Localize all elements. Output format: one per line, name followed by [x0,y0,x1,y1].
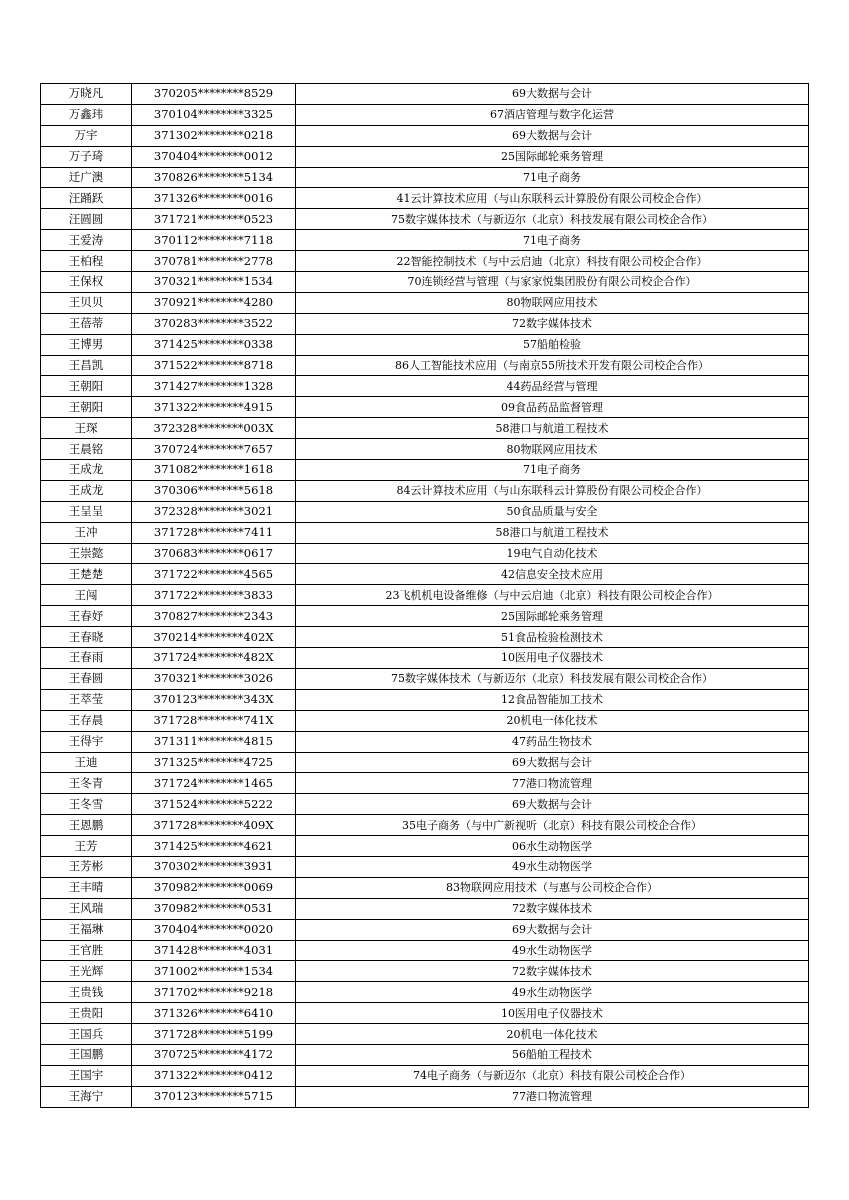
name-cell: 王崇懿 [41,543,132,564]
id-number-cell: 371728********741X [132,710,296,731]
table-row [41,668,809,689]
table-row [41,1024,809,1045]
name-cell: 王官胜 [41,940,132,961]
major-cell: 09食品药品监督管理 [296,397,809,418]
major-cell: 50食品质量与安全 [296,501,809,522]
major-cell: 58港口与航道工程技术 [296,418,809,439]
table-row [41,856,809,877]
name-cell: 王存晨 [41,710,132,731]
major-cell: 47药品生物技术 [296,731,809,752]
name-cell: 王恩鹏 [41,815,132,836]
table-row [41,355,809,376]
id-number-cell: 371728********7411 [132,522,296,543]
name-cell: 万晓凡 [41,84,132,105]
name-cell: 汪踊跃 [41,188,132,209]
id-number-cell: 370321********1534 [132,272,296,293]
major-cell: 77港口物流管理 [296,773,809,794]
name-cell: 王得宇 [41,731,132,752]
table-row [41,982,809,1003]
name-cell: 王丰晴 [41,877,132,898]
table-row [41,272,809,293]
major-cell: 25国际邮轮乘务管理 [296,606,809,627]
major-cell: 44药品经营与管理 [296,376,809,397]
major-cell: 20机电一体化技术 [296,1024,809,1045]
name-cell: 王贝贝 [41,292,132,313]
table-row [41,689,809,710]
name-cell: 王冬雪 [41,794,132,815]
major-cell: 49水生动物医学 [296,856,809,877]
id-number-cell: 370404********0012 [132,146,296,167]
major-cell: 70连锁经营与管理（与家家悦集团股份有限公司校企合作） [296,272,809,293]
table-row [41,418,809,439]
student-list-table [40,83,809,1108]
id-number-cell: 371722********3833 [132,585,296,606]
major-cell: 25国际邮轮乘务管理 [296,146,809,167]
name-cell: 王保权 [41,272,132,293]
major-cell: 10医用电子仪器技术 [296,648,809,669]
table-row [41,648,809,669]
table-row [41,522,809,543]
name-cell: 王春晓 [41,627,132,648]
id-number-cell: 370827********2343 [132,606,296,627]
table-row [41,104,809,125]
id-number-cell: 370921********4280 [132,292,296,313]
table-row [41,439,809,460]
major-cell: 49水生动物医学 [296,982,809,1003]
id-number-cell: 371425********0338 [132,334,296,355]
table-row [41,1086,809,1107]
name-cell: 王风瑞 [41,898,132,919]
id-number-cell: 371702********9218 [132,982,296,1003]
table-body [41,84,809,1108]
table-row [41,188,809,209]
table-row [41,1003,809,1024]
id-number-cell: 371722********4565 [132,564,296,585]
name-cell: 王贵阳 [41,1003,132,1024]
major-cell: 23飞机机电设备维修（与中云启迪（北京）科技有限公司校企合作） [296,585,809,606]
name-cell: 王福琳 [41,919,132,940]
name-cell: 王光辉 [41,961,132,982]
id-number-cell: 370283********3522 [132,313,296,334]
major-cell: 69大数据与会计 [296,794,809,815]
major-cell: 80物联网应用技术 [296,439,809,460]
table-row [41,815,809,836]
table-row [41,251,809,272]
table-row [41,961,809,982]
table-row [41,292,809,313]
id-number-cell: 371322********4915 [132,397,296,418]
id-number-cell: 371724********482X [132,648,296,669]
name-cell: 王春雨 [41,648,132,669]
id-number-cell: 370104********3325 [132,104,296,125]
id-number-cell: 371724********1465 [132,773,296,794]
name-cell: 王昌凯 [41,355,132,376]
name-cell: 王楚楚 [41,564,132,585]
name-cell: 王呈呈 [41,501,132,522]
table-row [41,940,809,961]
table-row [41,898,809,919]
table-row [41,731,809,752]
table-row [41,334,809,355]
id-number-cell: 371311********4815 [132,731,296,752]
id-number-cell: 371325********4725 [132,752,296,773]
major-cell: 06水生动物医学 [296,836,809,857]
id-number-cell: 370123********5715 [132,1086,296,1107]
major-cell: 69大数据与会计 [296,919,809,940]
major-cell: 80物联网应用技术 [296,292,809,313]
id-number-cell: 370321********3026 [132,668,296,689]
id-number-cell: 370214********402X [132,627,296,648]
id-number-cell: 371728********409X [132,815,296,836]
table-row [41,794,809,815]
major-cell: 35电子商务（与中广新视听（北京）科技有限公司校企合作） [296,815,809,836]
table-row [41,209,809,230]
name-cell: 王芳彬 [41,856,132,877]
major-cell: 41云计算技术应用（与山东联科云计算股份有限公司校企合作） [296,188,809,209]
id-number-cell: 371302********0218 [132,125,296,146]
major-cell: 58港口与航道工程技术 [296,522,809,543]
name-cell: 王蓓蒂 [41,313,132,334]
name-cell: 王闯 [41,585,132,606]
name-cell: 王国鹏 [41,1044,132,1065]
id-number-cell: 370982********0069 [132,877,296,898]
id-number-cell: 370683********0617 [132,543,296,564]
id-number-cell: 371522********8718 [132,355,296,376]
name-cell: 万子琦 [41,146,132,167]
name-cell: 王春圆 [41,668,132,689]
major-cell: 69大数据与会计 [296,84,809,105]
id-number-cell: 370306********5618 [132,480,296,501]
table-row [41,376,809,397]
major-cell: 42信息安全技术应用 [296,564,809,585]
table-row [41,84,809,105]
id-number-cell: 371322********0412 [132,1065,296,1086]
major-cell: 72数字媒体技术 [296,898,809,919]
id-number-cell: 371326********6410 [132,1003,296,1024]
id-number-cell: 370205********8529 [132,84,296,105]
id-number-cell: 370725********4172 [132,1044,296,1065]
id-number-cell: 371002********1534 [132,961,296,982]
name-cell: 王芳 [41,836,132,857]
id-number-cell: 372328********3021 [132,501,296,522]
table-row [41,710,809,731]
name-cell: 王春妤 [41,606,132,627]
major-cell: 49水生动物医学 [296,940,809,961]
major-cell: 71电子商务 [296,460,809,481]
major-cell: 10医用电子仪器技术 [296,1003,809,1024]
id-number-cell: 371082********1618 [132,460,296,481]
major-cell: 51食品检验检测技术 [296,627,809,648]
major-cell: 56船舶工程技术 [296,1044,809,1065]
table-row [41,167,809,188]
major-cell: 86人工智能技术应用（与南京55所技术开发有限公司校企合作） [296,355,809,376]
id-number-cell: 372328********003X [132,418,296,439]
major-cell: 19电气自动化技术 [296,543,809,564]
table-row [41,836,809,857]
name-cell: 王冲 [41,522,132,543]
id-number-cell: 370302********3931 [132,856,296,877]
id-number-cell: 370112********7118 [132,230,296,251]
name-cell: 王朝阳 [41,376,132,397]
name-cell: 万鑫玮 [41,104,132,125]
major-cell: 72数字媒体技术 [296,961,809,982]
id-number-cell: 370123********343X [132,689,296,710]
name-cell: 汪圆圆 [41,209,132,230]
id-number-cell: 371425********4621 [132,836,296,857]
id-number-cell: 370724********7657 [132,439,296,460]
name-cell: 王国兵 [41,1024,132,1045]
table-row [41,1044,809,1065]
name-cell: 王国宇 [41,1065,132,1086]
table-row [41,230,809,251]
name-cell: 万宇 [41,125,132,146]
name-cell: 王琛 [41,418,132,439]
table-row [41,146,809,167]
id-number-cell: 371428********4031 [132,940,296,961]
id-number-cell: 371524********5222 [132,794,296,815]
table-row [41,543,809,564]
table-row [41,125,809,146]
major-cell: 75数字媒体技术（与新迈尔（北京）科技发展有限公司校企合作） [296,668,809,689]
major-cell: 75数字媒体技术（与新迈尔（北京）科技发展有限公司校企合作） [296,209,809,230]
name-cell: 王柏程 [41,251,132,272]
id-number-cell: 370826********5134 [132,167,296,188]
major-cell: 74电子商务（与新迈尔（北京）科技有限公司校企合作） [296,1065,809,1086]
name-cell: 王贵钱 [41,982,132,1003]
id-number-cell: 371427********1328 [132,376,296,397]
major-cell: 22智能控制技术（与中云启迪（北京）科技有限公司校企合作） [296,251,809,272]
id-number-cell: 370404********0020 [132,919,296,940]
major-cell: 57船舶检验 [296,334,809,355]
id-number-cell: 371721********0523 [132,209,296,230]
table-row [41,460,809,481]
major-cell: 71电子商务 [296,230,809,251]
name-cell: 王爱涛 [41,230,132,251]
name-cell: 迁广澳 [41,167,132,188]
major-cell: 71电子商务 [296,167,809,188]
table-row [41,606,809,627]
name-cell: 王成龙 [41,480,132,501]
name-cell: 王朝阳 [41,397,132,418]
major-cell: 77港口物流管理 [296,1086,809,1107]
table-row [41,501,809,522]
major-cell: 20机电一体化技术 [296,710,809,731]
id-number-cell: 370982********0531 [132,898,296,919]
table-row [41,1065,809,1086]
name-cell: 王冬青 [41,773,132,794]
table-row [41,585,809,606]
major-cell: 69大数据与会计 [296,125,809,146]
table-row [41,877,809,898]
name-cell: 王成龙 [41,460,132,481]
table-row [41,564,809,585]
major-cell: 67酒店管理与数字化运营 [296,104,809,125]
id-number-cell: 370781********2778 [132,251,296,272]
name-cell: 王海宁 [41,1086,132,1107]
table-row [41,752,809,773]
major-cell: 69大数据与会计 [296,752,809,773]
table-row [41,480,809,501]
name-cell: 王博男 [41,334,132,355]
name-cell: 王晨铭 [41,439,132,460]
major-cell: 84云计算技术应用（与山东联科云计算股份有限公司校企合作） [296,480,809,501]
id-number-cell: 371326********0016 [132,188,296,209]
major-cell: 83物联网应用技术（与惠与公司校企合作） [296,877,809,898]
major-cell: 72数字媒体技术 [296,313,809,334]
major-cell: 12食品智能加工技术 [296,689,809,710]
table-row [41,397,809,418]
id-number-cell: 371728********5199 [132,1024,296,1045]
table-row [41,627,809,648]
table-row [41,919,809,940]
table-row [41,773,809,794]
name-cell: 王迪 [41,752,132,773]
table-row [41,313,809,334]
name-cell: 王萃莹 [41,689,132,710]
